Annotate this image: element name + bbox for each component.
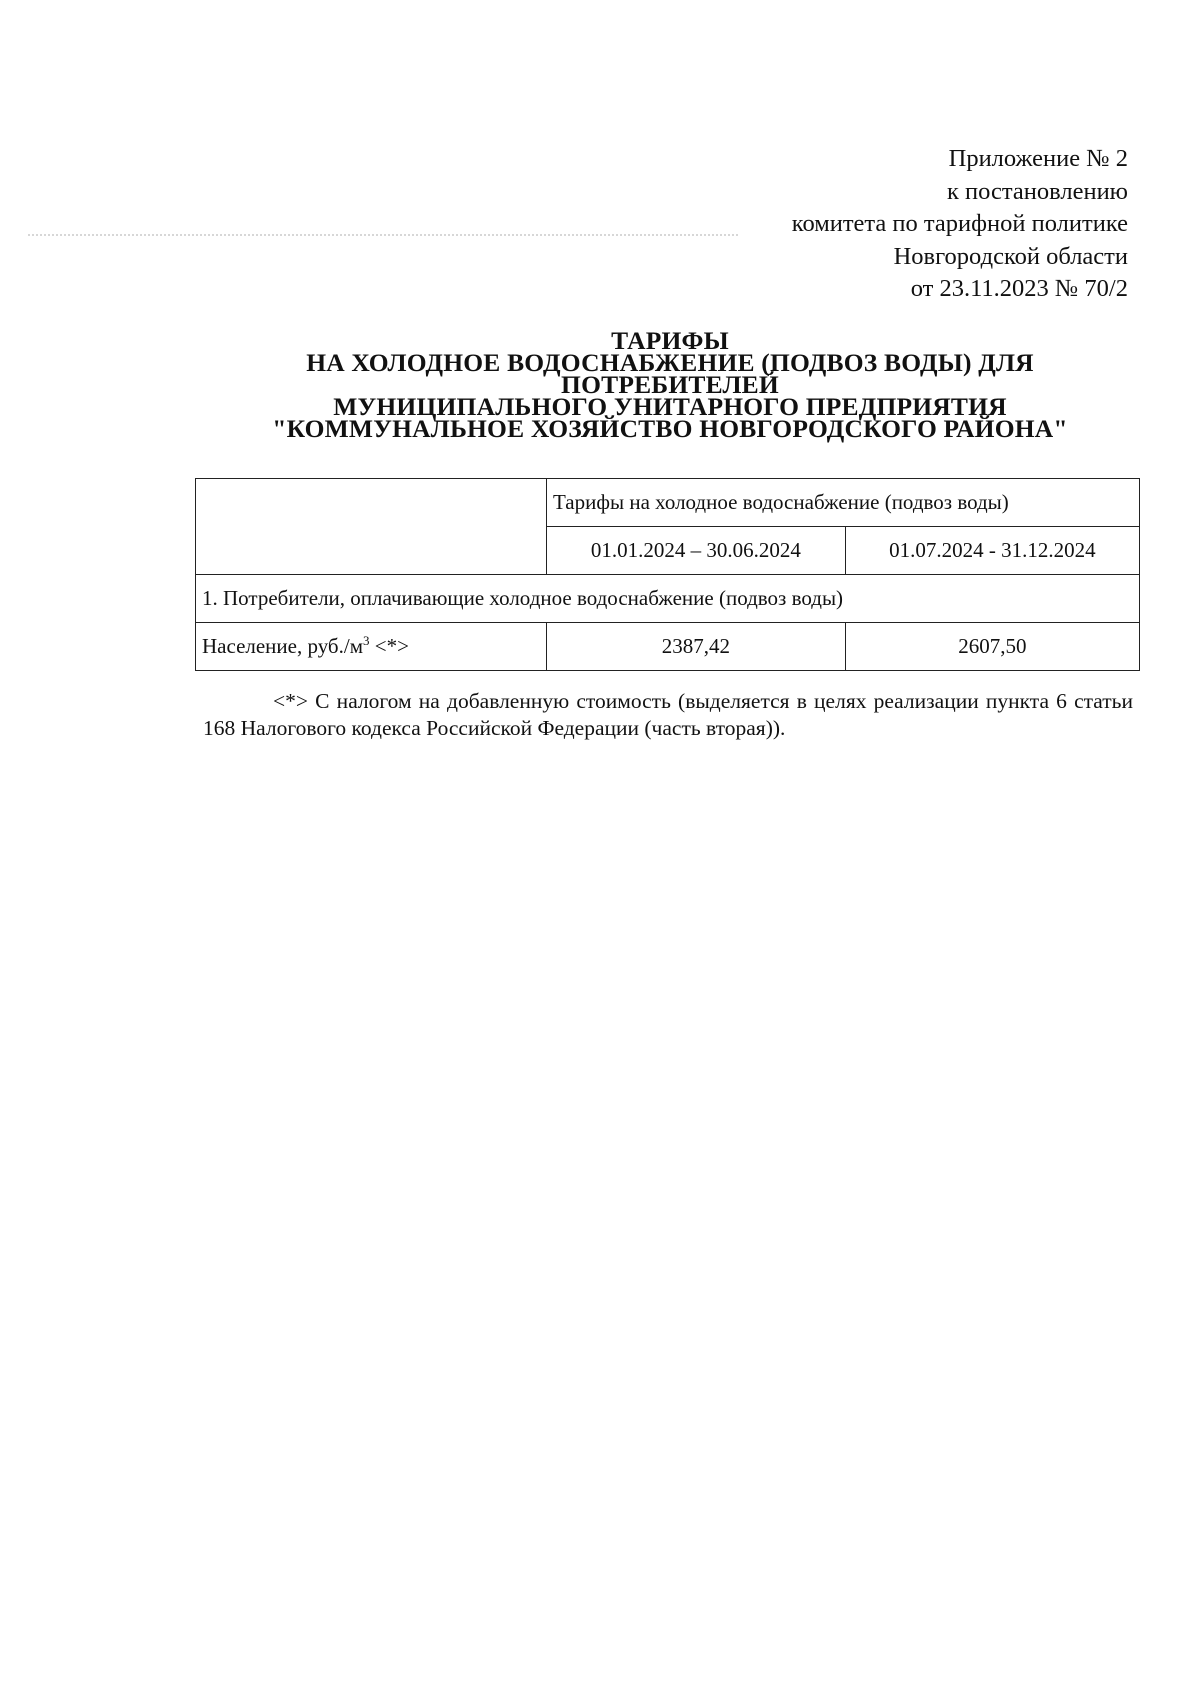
tariffs-table — [195, 478, 1140, 671]
appendix-region: Новгородской области — [893, 242, 1128, 270]
appendix-header — [792, 143, 1128, 306]
row-label-superscript: 3 — [363, 633, 370, 648]
document-title — [170, 326, 1170, 443]
appendix-number: Приложение № 2 — [948, 145, 1128, 172]
table-value-2: 2607,50 — [845, 623, 1139, 671]
title-line-4: МУНИЦИПАЛЬНОГО УНИТАРНОГО ПРЕДПРИЯТИЯ — [333, 392, 1007, 421]
table-row-label — [196, 623, 547, 671]
appendix-committee: комитета по тарифной политике — [791, 210, 1128, 237]
table-section-1: 1. Потребители, оплачивающие холодное водоснабжение (подвоз воды) — [196, 575, 1140, 623]
table-period-1: 01.01.2024 – 30.06.2024 — [547, 527, 846, 575]
table-row — [196, 623, 1140, 671]
table-period-2: 01.07.2024 - 31.12.2024 — [845, 527, 1139, 575]
row-label-text: Население, руб./м — [202, 634, 363, 658]
title-line-5: "КОММУНАЛЬНОЕ ХОЗЯЙСТВО НОВГОРОДСКОГО РАЙОНА" — [272, 414, 1068, 443]
table-section-row — [196, 575, 1140, 623]
title-line-1: ТАРИФЫ — [611, 326, 729, 355]
appendix-reference: к постановлению — [947, 177, 1128, 205]
row-label-suffix: <*> — [369, 634, 409, 658]
table-group-header: Тарифы на холодное водоснабжение (подвоз воды) — [547, 479, 1140, 527]
footnote: <*> С налогом на добавленную стоимость (выделяется в целях реализации пункта 6 статьи 168 Налогового кодекса Российской Федерации (часть вторая)). — [203, 689, 1133, 740]
appendix-date-number: от 23.11.2023 № 70/2 — [910, 275, 1128, 302]
table-empty-header-cell — [196, 479, 547, 575]
title-line-2: НА ХОЛОДНОЕ ВОДОСНАБЖЕНИЕ (ПОДВОЗ ВОДЫ) ДЛЯ — [306, 348, 1034, 377]
scan-dotted-line — [28, 234, 738, 236]
title-line-3: ПОТРЕБИТЕЛЕЙ — [561, 370, 779, 399]
table-header-row — [196, 479, 1140, 527]
table-value-1: 2387,42 — [547, 623, 846, 671]
